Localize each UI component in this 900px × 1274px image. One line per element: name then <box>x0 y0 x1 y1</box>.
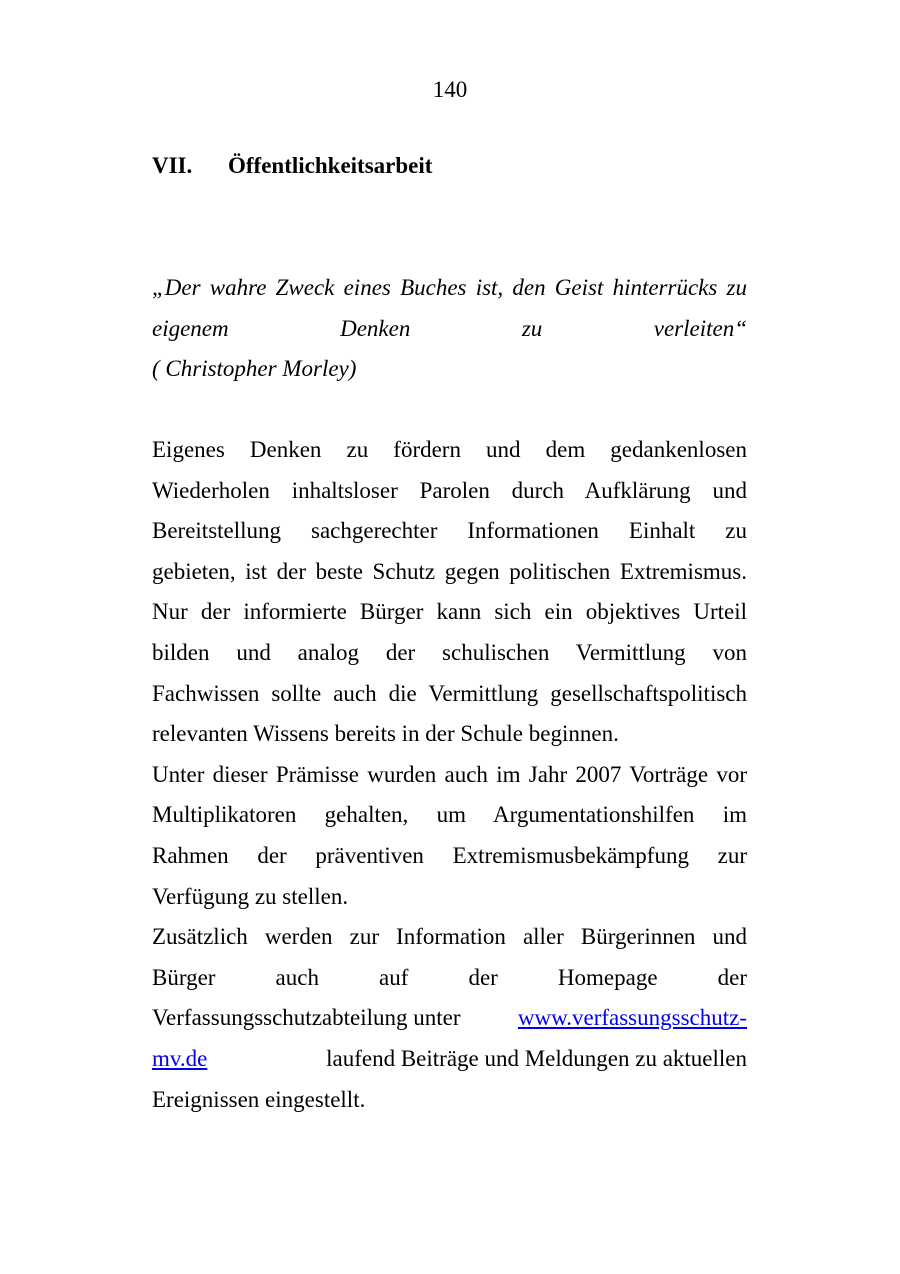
epigraph-quote <box>152 268 747 390</box>
quote-line: eigenem Denken zu verleiten“ <box>152 315 747 341</box>
body-line: Verfügung zu stellen. <box>152 883 349 909</box>
section-title: Öffentlichkeitsarbeit <box>228 153 433 178</box>
section-number: VII. <box>152 153 193 178</box>
quote-line: „Der wahre Zweck eines Buches ist, den Geist hinterrücks zu <box>152 275 747 300</box>
body-line: Wiederholen inhaltsloser Parolen durch Aufklärung und <box>152 477 747 503</box>
body-line: Multiplikatoren gehalten, um Argumentationshilfen im <box>152 802 747 828</box>
body-line: Verfassungsschutzabteilung unter <box>152 1005 461 1031</box>
body-line: laufend Beiträge und Meldungen zu aktuellen <box>326 1045 747 1071</box>
body-line: Unter dieser Prämisse wurden auch im Jahr 2007 Vorträge vor <box>152 761 747 787</box>
homepage-link-part1[interactable]: www.verfassungsschutz- <box>517 1005 747 1031</box>
body-paragraphs <box>152 430 747 1120</box>
page-number: 140 <box>432 77 468 102</box>
body-line-with-link <box>152 1039 747 1080</box>
body-line: Eigenes Denken zu fördern und dem gedankenlosen <box>152 437 747 462</box>
quote-author: ( Christopher Morley) <box>152 356 357 382</box>
body-line: Bereitstellung sachgerechter Informationen Einhalt zu <box>152 518 747 544</box>
body-line: bilden und analog der schulischen Vermittlung von <box>152 639 747 665</box>
body-line: Fachwissen sollte auch die Vermittlung gesellschaftspolitisch <box>152 680 747 706</box>
body-line: Ereignissen eingestellt. <box>152 1086 366 1112</box>
body-line: gebieten, ist der beste Schutz gegen politischen Extremismus. <box>152 558 747 584</box>
section-heading <box>152 151 432 181</box>
body-line: Nur der informierte Bürger kann sich ein objektives Urteil <box>152 599 747 625</box>
body-line: Rahmen der präventiven Extremismusbekämpfung zur <box>152 842 747 868</box>
body-line-with-link <box>152 998 747 1039</box>
body-line: relevanten Wissens bereits in der Schule beginnen. <box>152 721 619 747</box>
body-line: Zusätzlich werden zur Information aller Bürgerinnen und <box>152 924 747 950</box>
body-line: Bürger auch auf der Homepage der <box>152 964 747 990</box>
homepage-link-part2[interactable]: mv.de <box>152 1045 208 1071</box>
